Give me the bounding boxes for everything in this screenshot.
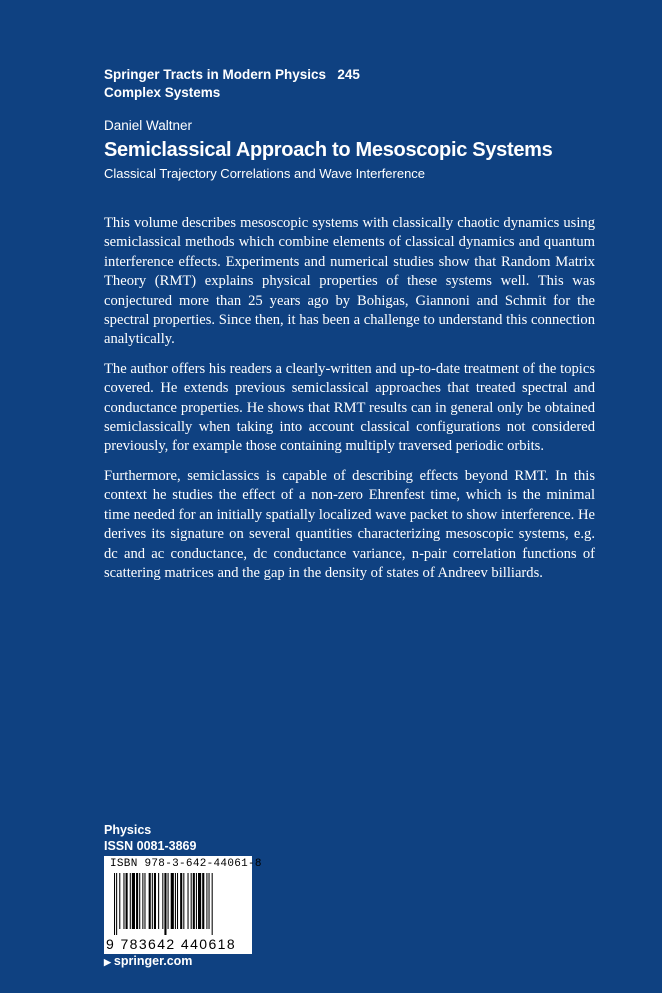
series-volume: 245: [337, 67, 360, 82]
barcode-bar: [162, 873, 163, 929]
series-subline: Complex Systems: [104, 85, 221, 100]
barcode-bar: [158, 873, 159, 929]
barcode-bar: [114, 873, 115, 935]
description-paragraph: The author offers his readers a clearly-written and up-to-date treatment of the topics covered. He extends previous semiclassical approaches that treated spectral and conductance properties. He shows that RMT results can in general only be obtained semiclassically when taking into account classical configurations not considered previously, for example those containing multiply traversed periodic orbits.: [104, 360, 595, 455]
series-name: Springer Tracts in Modern Physics: [104, 67, 327, 82]
barcode-bar: [130, 873, 131, 929]
barcode-bar: [206, 873, 207, 929]
barcode-bar: [136, 873, 138, 929]
series-info: [104, 66, 360, 102]
subject-label: Physics: [104, 823, 152, 837]
barcode-bar: [175, 873, 176, 929]
book-subtitle: Classical Trajectory Correlations and Wave Interference: [104, 166, 426, 181]
barcode-bar: [196, 873, 197, 929]
book-title: Semiclassical Approach to Mesoscopic Systems: [104, 139, 553, 161]
barcode-bar: [119, 873, 120, 929]
description: [104, 214, 595, 593]
barcode-bar: [168, 873, 169, 929]
barcode: [104, 856, 262, 954]
barcode-bar: [209, 873, 210, 929]
description-paragraph: Furthermore, semiclassics is capable of describing effects beyond RMT. In this context he studies the effect of a non-zero Ehrenfest time, which is the minimal time needed for an initially spatially localized wave packet to show interference. He derives its signature on several quantities characterizing mesoscopic systems, e.g. dc and ac conductance, dc conductance variance, n-pair correlation functions of scattering matrices and the gap in the density of states of Andreev billiards.: [104, 467, 595, 581]
barcode-bar: [132, 873, 135, 929]
barcode-bar: [202, 873, 204, 929]
barcode-bar: [171, 873, 174, 929]
barcode-bar: [144, 873, 145, 929]
barcode-bar: [123, 873, 124, 929]
series-line: [104, 66, 360, 84]
barcode-bar: [142, 873, 143, 929]
barcode-bar: [198, 873, 201, 929]
barcode-bar: [149, 873, 151, 929]
barcode-bar: [139, 873, 140, 929]
barcode-bar: [191, 873, 192, 929]
springer-link-label: springer.com: [113, 954, 193, 968]
barcode-bar: [177, 873, 178, 929]
barcode-bar: [154, 873, 156, 929]
barcode-bar: [116, 873, 117, 935]
description-paragraph: This volume describes mesoscopic systems with classically chaotic dynamics using semiclassical methods which combine elements of classical dynamics and quantum interference effects. Experiments and numerical studies show that Random Matrix Theory (RMT) explains physical properties of these systems well. This was conjectured more than 25 years ago by Bohigas, Giannoni and Schmit for the spectral properties. Since then, it has been a challenge to understand this connection analytically.: [104, 215, 595, 348]
barcode-bar: [188, 873, 189, 929]
barcode-bar: [152, 873, 153, 929]
barcode-bar: [193, 873, 195, 929]
classification-block: [104, 822, 196, 854]
arrow-right-icon: ▶: [104, 957, 111, 967]
issn-label: ISSN 0081-3869: [104, 839, 197, 853]
barcode-bar: [126, 873, 128, 929]
barcode-bars: [114, 873, 244, 935]
author-name: Daniel Waltner: [104, 118, 193, 133]
barcode-bar: [164, 873, 166, 935]
barcode-bar: [212, 873, 213, 935]
barcode-bar: [180, 873, 182, 929]
barcode-bar: [183, 873, 184, 929]
isbn-label: ISBN 978-3-642-44061-8: [110, 858, 262, 870]
springer-link[interactable]: [104, 954, 192, 968]
ean-digits: 9 783642 440618: [106, 936, 236, 952]
